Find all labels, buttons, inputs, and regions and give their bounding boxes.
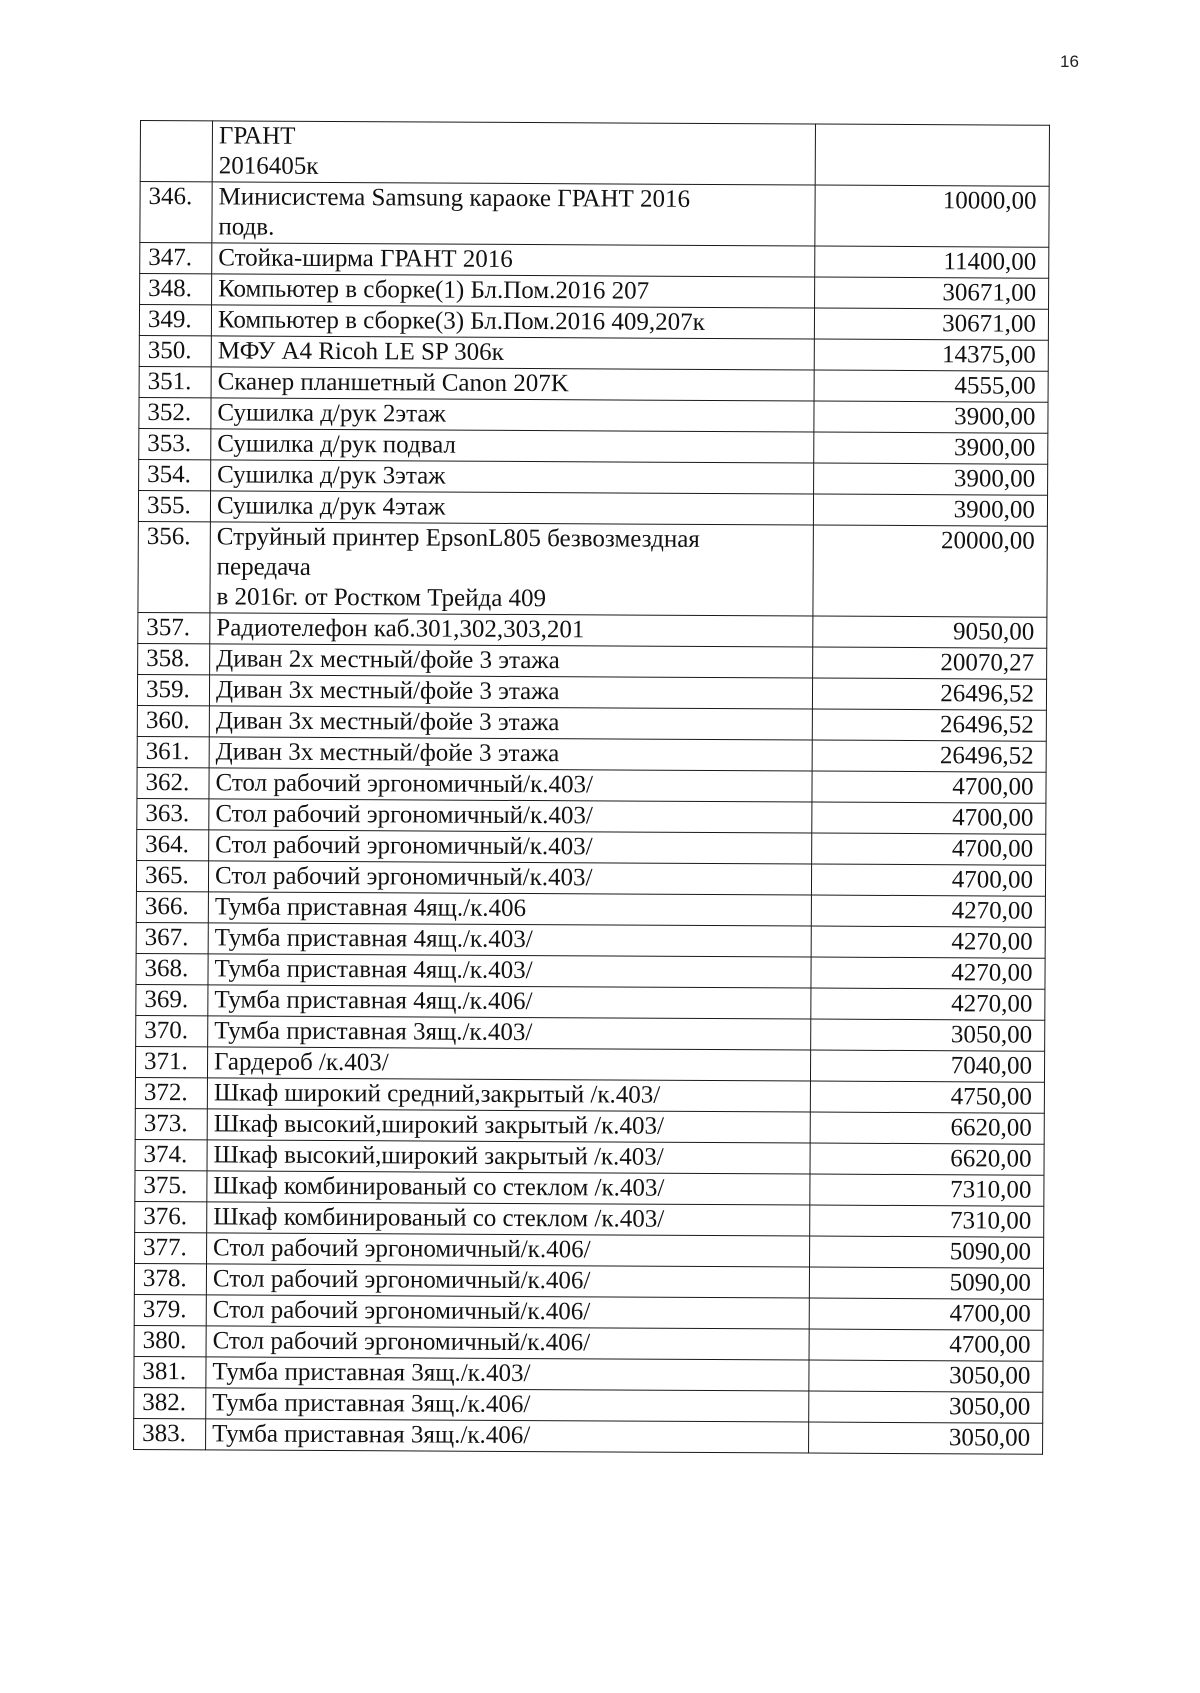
row-number: 358. [138, 643, 210, 674]
item-price: 3050,00 [809, 1360, 1043, 1392]
row-number: 368. [136, 953, 208, 984]
item-price: 14375,00 [814, 339, 1048, 371]
row-number: 360. [137, 705, 209, 736]
row-number: 350. [139, 335, 211, 366]
row-number: 361. [137, 736, 209, 767]
item-price: 3900,00 [813, 494, 1047, 526]
item-name [206, 1264, 809, 1298]
table-row [140, 182, 1049, 248]
item-name [206, 1388, 809, 1422]
item-price: 3050,00 [809, 1422, 1043, 1454]
row-number: 353. [139, 428, 211, 459]
inventory-table [133, 120, 1050, 1455]
row-number: 370. [136, 1015, 208, 1046]
table-row [135, 1139, 1044, 1175]
item-price: 3900,00 [814, 432, 1048, 464]
item-name-line: Струйный принтер EpsonL805 безвозмездная [216, 523, 700, 553]
row-number: 364. [137, 829, 209, 860]
table-row [137, 767, 1046, 803]
item-price: 3900,00 [814, 401, 1048, 433]
inventory-table-body [134, 121, 1050, 1455]
item-name [210, 644, 813, 678]
row-number: 354. [139, 459, 211, 490]
item-price: 4270,00 [811, 988, 1045, 1020]
row-number: 363. [137, 798, 209, 829]
item-name-line: Тумба приставная 3ящ./к.406/ [212, 1389, 531, 1419]
row-number: 383. [134, 1418, 206, 1449]
item-price: 4700,00 [812, 802, 1046, 834]
item-price: 3900,00 [814, 463, 1048, 495]
row-number: 351. [139, 366, 211, 397]
item-name [211, 367, 814, 401]
row-number: 381. [134, 1356, 206, 1387]
row-number: 346. [140, 182, 212, 243]
item-name-line: Гардероб /к.403/ [213, 1048, 389, 1077]
item-name [206, 1295, 809, 1329]
item-name-line: Тумба приставная 4ящ./к.406 [214, 893, 527, 923]
table-row [140, 274, 1049, 310]
table-row [136, 1015, 1045, 1051]
item-name-line: Сушилка д/рук 2этаж [217, 399, 446, 428]
item-name-line: Шкаф высокий,широкий закрытый /к.403/ [213, 1110, 665, 1140]
table-row [135, 1077, 1044, 1113]
item-name [206, 1419, 809, 1453]
row-number: 377. [135, 1232, 207, 1263]
item-name-line: ГРАНТ [218, 122, 296, 150]
item-name [208, 892, 811, 926]
item-name-line: Стол рабочий эргономичный/к.406/ [212, 1265, 591, 1295]
item-name-line: Тумба приставная 4ящ./к.403/ [214, 924, 533, 954]
item-name-line: подв. [218, 213, 275, 241]
table-row [134, 1387, 1043, 1423]
row-number: 372. [135, 1077, 207, 1108]
item-name [212, 243, 815, 277]
table-row [136, 860, 1045, 896]
row-number: 347. [140, 243, 212, 274]
row-number: 349. [139, 305, 211, 336]
item-name [207, 1109, 810, 1143]
item-name-line: Стол рабочий эргономичный/к.406/ [212, 1296, 591, 1326]
item-name [209, 706, 812, 740]
row-number: 375. [135, 1170, 207, 1201]
table-row [135, 1170, 1044, 1206]
item-name [207, 1078, 810, 1112]
item-price: 10000,00 [815, 185, 1049, 247]
item-name-line: Стол рабочий эргономичный/к.403/ [214, 862, 593, 892]
table-row [137, 829, 1046, 865]
item-name-line: передача [216, 553, 311, 581]
item-price: 26496,52 [812, 709, 1046, 741]
item-price: 7310,00 [810, 1174, 1044, 1206]
item-name-line: Стойка-ширма ГРАНТ 2016 [218, 244, 513, 273]
item-name [209, 799, 812, 833]
item-name [209, 768, 812, 802]
item-price: 4750,00 [810, 1081, 1044, 1113]
item-name [208, 954, 811, 988]
item-price: 4700,00 [809, 1298, 1043, 1330]
item-price: 26496,52 [812, 740, 1046, 772]
table-row [138, 490, 1047, 526]
row-number: 357. [138, 612, 210, 643]
table-row [137, 798, 1046, 834]
row-number: 366. [136, 891, 208, 922]
item-name-line: Сушилка д/рук подвал [217, 430, 457, 459]
item-price: 26496,52 [812, 678, 1046, 710]
item-name-line: Стол рабочий эргономичный/к.403/ [215, 800, 593, 830]
item-name-line: Компьютер в сборке(1) Бл.Пом.2016 207 [218, 275, 650, 305]
item-name-line: Шкаф комбинированый со стеклом /к.403/ [213, 1172, 665, 1202]
table-row [140, 121, 1049, 187]
item-name-line: Сушилка д/рук 4этаж [216, 492, 446, 521]
item-price: 4555,00 [814, 370, 1048, 402]
page-number: 16 [1060, 52, 1079, 71]
row-number: 356. [138, 521, 210, 612]
item-name-line: Диван 3х местный/фойе 3 этажа [215, 738, 560, 768]
item-name-line: Радиотелефон каб.301,302,303,201 [216, 614, 585, 644]
item-name-line: МФУ A4 Ricoh LE SP 306к [217, 337, 504, 366]
item-name [209, 830, 812, 864]
table-row [134, 1418, 1043, 1454]
item-price: 3050,00 [809, 1391, 1043, 1423]
item-name [211, 336, 814, 370]
table-row [139, 428, 1048, 464]
table-row [139, 397, 1048, 433]
table-row [140, 243, 1049, 279]
item-name-line: Диван 3х местный/фойе 3 этажа [215, 707, 560, 737]
item-price: 4270,00 [811, 926, 1045, 958]
item-name [212, 121, 815, 185]
item-name [207, 1171, 810, 1205]
item-name-line: Тумба приставная 3ящ./к.403/ [212, 1358, 531, 1388]
item-name [207, 1202, 810, 1236]
table-row [134, 1294, 1043, 1330]
item-name [208, 923, 811, 957]
item-price: 3050,00 [811, 1019, 1045, 1051]
item-name-line: Стол рабочий эргономичный/к.403/ [215, 831, 593, 861]
item-price: 30671,00 [815, 277, 1049, 309]
table-row [135, 1201, 1044, 1237]
item-name [209, 737, 812, 771]
item-name-line: Стол рабочий эргономичный/к.403/ [215, 769, 594, 799]
item-name [207, 1140, 810, 1174]
table-row [135, 1108, 1044, 1144]
item-name-line: Компьютер в сборке(3) Бл.Пом.2016 409,207к [217, 306, 705, 336]
row-number: 365. [136, 860, 208, 891]
item-price: 30671,00 [814, 308, 1048, 340]
item-name-line: в 2016г. от Ростком Трейда 409 [216, 583, 547, 613]
table-row [135, 1046, 1044, 1082]
table-row [134, 1325, 1043, 1361]
item-name-line: Диван 3х местный/фойе 3 этажа [215, 676, 560, 706]
item-price: 6620,00 [810, 1112, 1044, 1144]
row-number: 376. [135, 1201, 207, 1232]
item-price: 9050,00 [813, 616, 1047, 648]
row-number: 369. [136, 984, 208, 1015]
item-name [208, 1016, 811, 1050]
item-name-line: Сканер планшетный Canon 207K [217, 368, 569, 398]
item-price: 5090,00 [809, 1267, 1043, 1299]
row-number: 380. [134, 1325, 206, 1356]
table-row [139, 335, 1048, 371]
row-number: 373. [135, 1108, 207, 1139]
item-name [207, 1047, 810, 1081]
table-row [135, 1232, 1044, 1268]
item-name [210, 522, 813, 616]
item-name [211, 305, 814, 339]
table-row [136, 984, 1045, 1020]
table-row [134, 1263, 1043, 1299]
table-row [139, 459, 1048, 495]
item-name-line: Сушилка д/рук 3этаж [217, 461, 446, 490]
item-price [815, 124, 1049, 186]
row-number: 352. [139, 397, 211, 428]
row-number: 374. [135, 1139, 207, 1170]
item-name-line: Шкаф высокий,широкий закрытый /к.403/ [213, 1141, 664, 1171]
table-row [139, 305, 1048, 341]
table-row [136, 922, 1045, 958]
row-number: 359. [137, 674, 209, 705]
item-price: 4700,00 [812, 833, 1046, 865]
item-name-line: Шкаф комбинированый со стеклом /к.403/ [213, 1203, 665, 1233]
table-row [138, 612, 1047, 648]
item-name-line: Минисистема Samsung караоке ГРАНТ 2016 [218, 183, 691, 213]
item-price: 4270,00 [811, 957, 1045, 989]
row-number: 367. [136, 922, 208, 953]
table-row [136, 891, 1045, 927]
item-price: 20070,27 [813, 647, 1047, 679]
item-name [208, 985, 811, 1019]
table-row [136, 953, 1045, 989]
item-price: 4700,00 [812, 771, 1046, 803]
item-name-line: Стол рабочий эргономичный/к.406/ [213, 1234, 591, 1264]
item-price: 4270,00 [811, 895, 1045, 927]
item-price: 7040,00 [810, 1050, 1044, 1082]
row-number: 382. [134, 1387, 206, 1418]
row-number [140, 121, 212, 182]
item-price: 4700,00 [811, 864, 1045, 896]
row-number: 362. [137, 767, 209, 798]
item-name-line: Тумба приставная 4ящ./к.406/ [214, 986, 533, 1016]
item-price: 20000,00 [813, 525, 1047, 617]
item-name [212, 182, 815, 246]
table-row [139, 366, 1048, 402]
item-name-line: Тумба приставная 3ящ./к.403/ [214, 1017, 533, 1047]
item-name-line: Стол рабочий эргономичный/к.406/ [212, 1327, 591, 1357]
table-row [138, 521, 1047, 617]
item-name-line: Диван 2х местный/фойе 3 этажа [216, 645, 560, 675]
item-name [208, 861, 811, 895]
item-name [211, 398, 814, 432]
item-name-line: 2016405к [218, 152, 319, 180]
table-row [137, 736, 1046, 772]
item-name [206, 1357, 809, 1391]
table-row [134, 1356, 1043, 1392]
item-price: 7310,00 [810, 1205, 1044, 1237]
table-row [137, 705, 1046, 741]
item-name-line: Шкаф широкий средний,закрытый /к.403/ [213, 1079, 661, 1109]
item-name [210, 613, 813, 647]
item-name [212, 274, 815, 308]
item-name [210, 491, 813, 525]
item-name [209, 675, 812, 709]
item-price: 11400,00 [815, 246, 1049, 278]
item-price: 6620,00 [810, 1143, 1044, 1175]
item-name-line: Тумба приставная 4ящ./к.403/ [214, 955, 533, 985]
table-row [138, 643, 1047, 679]
item-price: 5090,00 [810, 1236, 1044, 1268]
item-name-line: Тумба приставная 3ящ./к.406/ [212, 1420, 531, 1450]
row-number: 379. [134, 1294, 206, 1325]
item-name [206, 1326, 809, 1360]
item-name [211, 460, 814, 494]
item-name [211, 429, 814, 463]
row-number: 371. [135, 1046, 207, 1077]
row-number: 355. [138, 490, 210, 521]
item-name [207, 1233, 810, 1267]
table-row [137, 674, 1046, 710]
row-number: 348. [140, 274, 212, 305]
item-price: 4700,00 [809, 1329, 1043, 1361]
row-number: 378. [134, 1263, 206, 1294]
